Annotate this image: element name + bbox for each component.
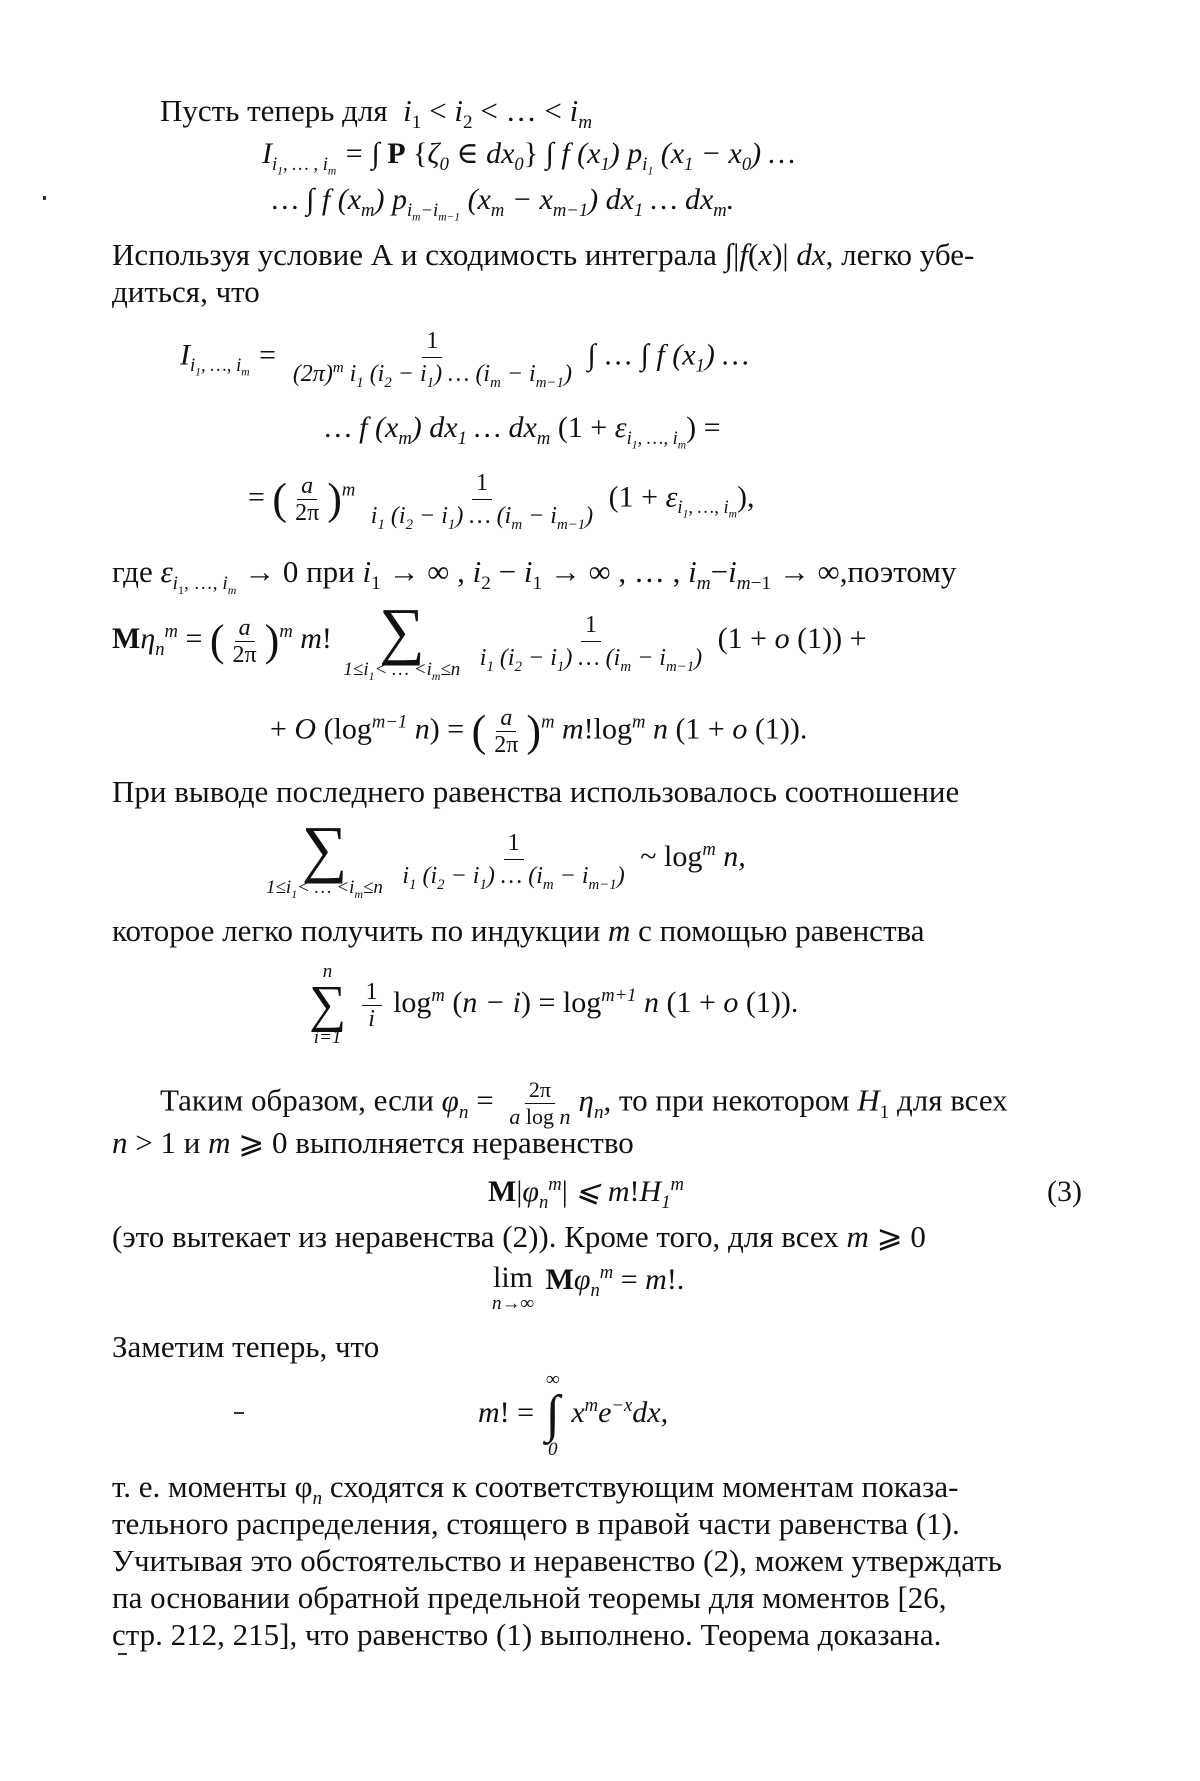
text-p9-l4: па основании обратной предельной теоремы для моментов [26,: [112, 1580, 947, 1615]
text-line-12: [112, 1542, 1002, 1579]
equation-I-asym-1: $I_{i_1, \dots, i_m}$ = $\frac{1}{(2\pi)^m i_1 (i_2 - i_1) \dots (i_m - i_{m-1})}$ ∫ … ∫ f $(x_1)$ …: [180, 328, 749, 391]
text-p9-l5: стр. 212, 215], что равенство (1) выполнено. Теорема доказана.: [112, 1617, 942, 1652]
text-gde: где: [112, 554, 153, 589]
text-line-2: Используя условие А и сходимость интеграла ∫|f(x)| dx, легко убе-: [112, 237, 975, 272]
text-p5: которое легко получить по индукции: [112, 913, 601, 948]
text-line-14: [112, 1616, 941, 1653]
equation-sum-asym: ∑ $1\le i_1<$ … $<i_m\le n$ $\frac{1}{i_1 (i_2 - i_1) \dots (i_m - i_{m-1})}$ ~ $\log^m n$,: [266, 813, 746, 901]
text-p5b: с помощью равенства: [638, 913, 925, 948]
text-line-11: [112, 1505, 960, 1542]
equation-I-def-1: $I_{i_1, \dots , i_m}$ = ∫ P {$\zeta_0$ ∈ $dx_0$} ∫ f $(x_1)$ $p_{i_1}$ $(x_1 - x_0)$ …: [262, 137, 796, 178]
text-p1: Пусть теперь для: [160, 93, 388, 128]
text-p2a: Используя условие А и сходимость интеграла: [112, 237, 717, 272]
equation-moment-2: + O ($\log^{m-1}$ n) = ( $\frac{a}{2\pi}$ )$^m$ $m!\log^m$ n (1 + o (1)).: [270, 705, 808, 758]
text-p9-l2: тельного распределения, стоящего в правой части равенства (1).: [112, 1506, 960, 1541]
text-p9-l1b: сходятся к соответствующим моментам показа-: [329, 1469, 959, 1504]
text-p9-l3: Учитывая это обстоятельство и неравенство (2), можем утверждать: [112, 1543, 1002, 1578]
text-line-13: [112, 1579, 947, 1616]
text-p9-l1: т. е. моменты φ: [112, 1469, 313, 1504]
text-pri: при: [306, 554, 355, 589]
text-p8: Заметим теперь, что: [112, 1329, 380, 1364]
scan-speck: [234, 1412, 244, 1414]
equation-I-asym-3: = ( $\frac{a}{2\pi}$ )$^m$ $\frac{1}{i_1 (i_2 - i_1) \dots (i_m - i_{m-1})}$ $(1 + \varepsilon_{i_1, \dots, i_m})$,: [248, 470, 755, 533]
equation-I-asym-2: … f $(x_m)$ $dx_1$ … $dx_m$ $(1 + \varepsilon_{i_1, \dots, i_m})$ =: [325, 411, 721, 452]
text-line-7: n > 1 и m ⩾ 0 выполняется неравенство: [112, 1125, 634, 1160]
scan-speck: [118, 1653, 127, 1655]
text-line-gde: где $\varepsilon_{i_1, \dots, i_m} \to 0$ при $i_1$ → ∞ , $i_2 - i_1$ → ∞ , … , $i_m-i_{m-1}$ → ∞,поэтому: [112, 554, 957, 598]
text-p6d: и: [183, 1125, 201, 1160]
text-p6e: выполняется неравенство: [295, 1125, 634, 1160]
equation-limit: lim n→∞ $M\varphi_n^m = m$!.: [492, 1261, 685, 1314]
text-line-9: [112, 1328, 379, 1365]
equation-I-def-2: … ∫ f $(x_m)$ $p_{i_m-i_{m-1}}$ $(x_m - x_{m-1})$ $dx_1$ … $dx_m$.: [272, 183, 735, 224]
text-p2b: , легко убе-: [825, 237, 975, 272]
text-p7a: (это вытекает из неравенства (2)). Кроме того, для всех: [112, 1219, 839, 1254]
text-line-1: Пусть теперь для $i_1 < i_2$ < … < $i_m$: [160, 93, 593, 134]
text-line-8: (это вытекает из неравенства (2)). Кроме того, для всех m ⩾ 0: [112, 1219, 926, 1254]
equation-number: (3): [1047, 1175, 1082, 1208]
text-p4: При выводе последнего равенства использовалось соотношение: [112, 774, 960, 809]
equation-inequality-3: $M|\varphi_n^m|$ ⩽ $m!H_1^m$: [488, 1174, 684, 1213]
text-p6c: для всех: [896, 1082, 1008, 1118]
text-line-3: [112, 273, 260, 310]
text-p2c: диться, что: [112, 274, 260, 309]
equation-moment-1: $M\eta_n^m$ = ( $\frac{a}{2\pi}$ )$^m$ m! ∑ $1\le i_1<$ … $<i_m\le n$ $\frac{1}{i_1 (i_2 - i_1) \dots (i_m - i_{m-1})}$ (1 + o (1)) +: [112, 595, 867, 683]
text-line-5: которое легко получить по индукции m с помощью равенства: [112, 913, 925, 948]
scan-speck: [43, 196, 46, 200]
text-poetomu: ,поэтому: [839, 554, 957, 589]
text-line-6: Таким образом, если $\varphi_n$ = $\frac{2\pi}{\text{a log n}}$ $\eta_n$, то при некотором $H_1$ для всех: [160, 1077, 1008, 1129]
equation-gamma: m! = ∞ ∫ 0 $x^me^{-x}dx$,: [478, 1369, 669, 1460]
text-line-4: [112, 773, 959, 810]
equation-induction: n ∑ i=1 $\frac{1}{i}$ $\log^m (n - i) = \log^{m+1} n$ (1 + o (1)).: [309, 961, 799, 1048]
text-p6b: , то при некотором: [603, 1082, 850, 1118]
text-line-10: т. е. моменты $\varphi_n$ сходятся к соответствующим моментам показа-: [112, 1469, 959, 1510]
text-p6a: Таким образом, если: [160, 1082, 434, 1118]
